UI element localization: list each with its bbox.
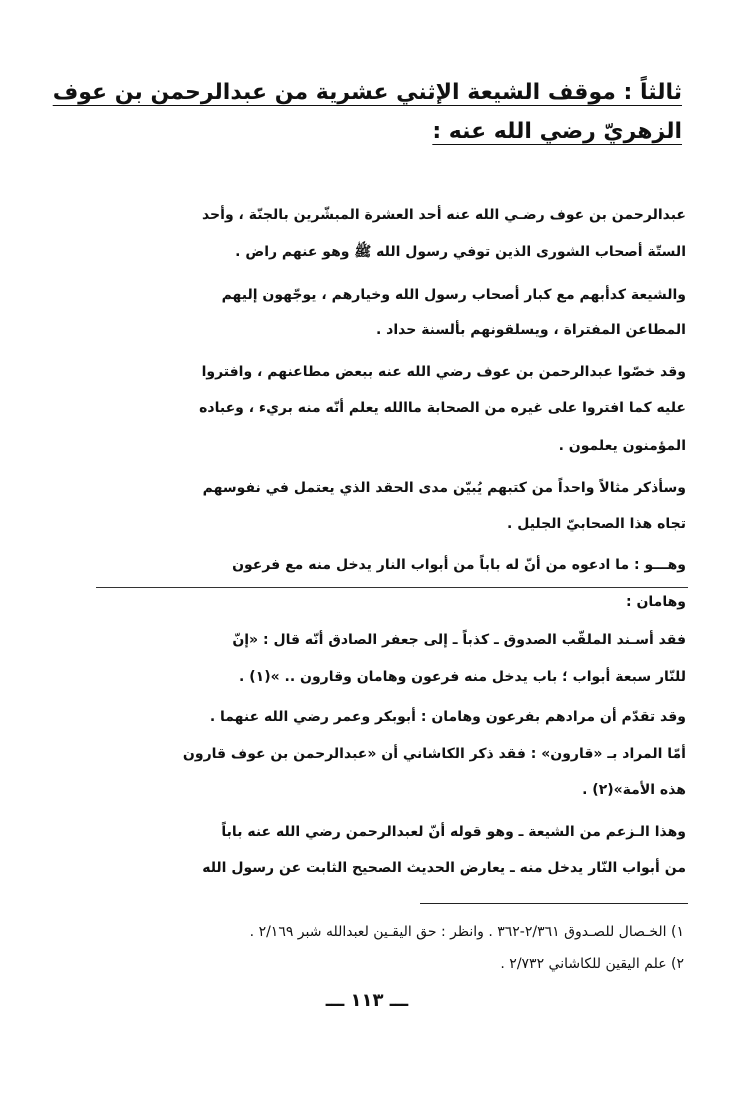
paragraph-3-line-3: المؤمنون يعلمون . — [558, 438, 686, 454]
paragraph-6-line-1: فقد أسـند الملقّب الصدوق ـ كذباً ـ إلى جعفر الصادق أنّه قال : «إنّ — [232, 632, 686, 648]
paragraph-9-line-1: وهذا الـزعم من الشيعة ـ وهو قوله أنّ لعبدالرحمن رضي الله عنه باباً — [221, 824, 686, 840]
paragraph-8-line-1: أمّا المراد بـ «قارون» : فقد ذكر الكاشاني أن «عبدالرحمن بن عوف قارون — [182, 746, 686, 762]
paragraph-9-line-2: من أبواب النّار يدخل منه ـ يعارض الحديث الصحيح الثابت عن رسول الله — [202, 860, 686, 876]
section-heading-line-2-text: الزهريّ رضي الله عنه : — [432, 119, 682, 144]
footnote-1: ١) الخـصال للصـدوق ٢/٣٦١-٣٦٢ . وانظر : حق اليقـين لعبدالله شبر ٢/١٦٩ . — [249, 924, 684, 940]
section-heading-line-2 — [82, 117, 682, 147]
paragraph-4-line-2: تجاه هذا الصحابيّ الجليل . — [507, 516, 686, 532]
section-heading-line-1: ثالثاً : موقف الشيعة الإثني عشرية من عبدالرحمن بن عوف — [52, 80, 682, 105]
page-number: ـــ ١١٣ ـــ — [325, 990, 409, 1011]
footnote-rule — [420, 903, 688, 904]
paragraph-5-line-1: وهـــو : ما ادعوه من أنّ له باباً من أبواب النار يدخل منه مع فرعون — [232, 557, 686, 573]
paragraph-5-line-2: وهامان : — [625, 594, 686, 610]
paragraph-6-line-2: للنّار سبعة أبواب ؛ باب يدخل منه فرعون وهامان وقارون .. »(١) . — [239, 669, 686, 685]
paragraph-1-line-2: الستّة أصحاب الشورى الذين توفي رسول الله ﷺ وهو عنهم راض . — [235, 244, 686, 260]
footnote-2: ٢) علم اليقين للكاشاني ٢/٧٣٢ . — [500, 956, 684, 972]
paragraph-3-line-2: عليه كما افتروا على غيره من الصحابة ماالله يعلم أنّه منه بريء ، وعباده — [199, 400, 686, 416]
paragraph-2-line-1: والشيعة كدأبهم مع كبار أصحاب رسول الله وخيارهم ، يوجّهون إليهم — [221, 287, 686, 303]
paragraph-2-line-2: المطاعن المفتراة ، ويسلقونهم بألسنة حداد . — [375, 322, 686, 338]
underline-rule — [96, 587, 688, 588]
paragraph-7-line-1: وقد تقدّم أن مرادهم بفرعون وهامان : أبوبكر وعمر رضي الله عنهما . — [209, 709, 686, 725]
paragraph-1-line-1: عبدالرحمن بن عوف رضـي الله عنه أحد العشرة المبشّرين بالجنّة ، وأحد — [201, 207, 686, 223]
paragraph-3-line-1: وقد خصّوا عبدالرحمن بن عوف رضي الله عنه ببعض مطاعنهم ، وافتروا — [201, 364, 686, 380]
paragraph-8-line-2: هذه الأمة»(٢) . — [582, 782, 686, 798]
paragraph-4-line-1: وسأذكر مثالاً واحداً من كتبهم يُبيّن مدى الحقد الذي يعتمل في نفوسهم — [202, 480, 686, 496]
